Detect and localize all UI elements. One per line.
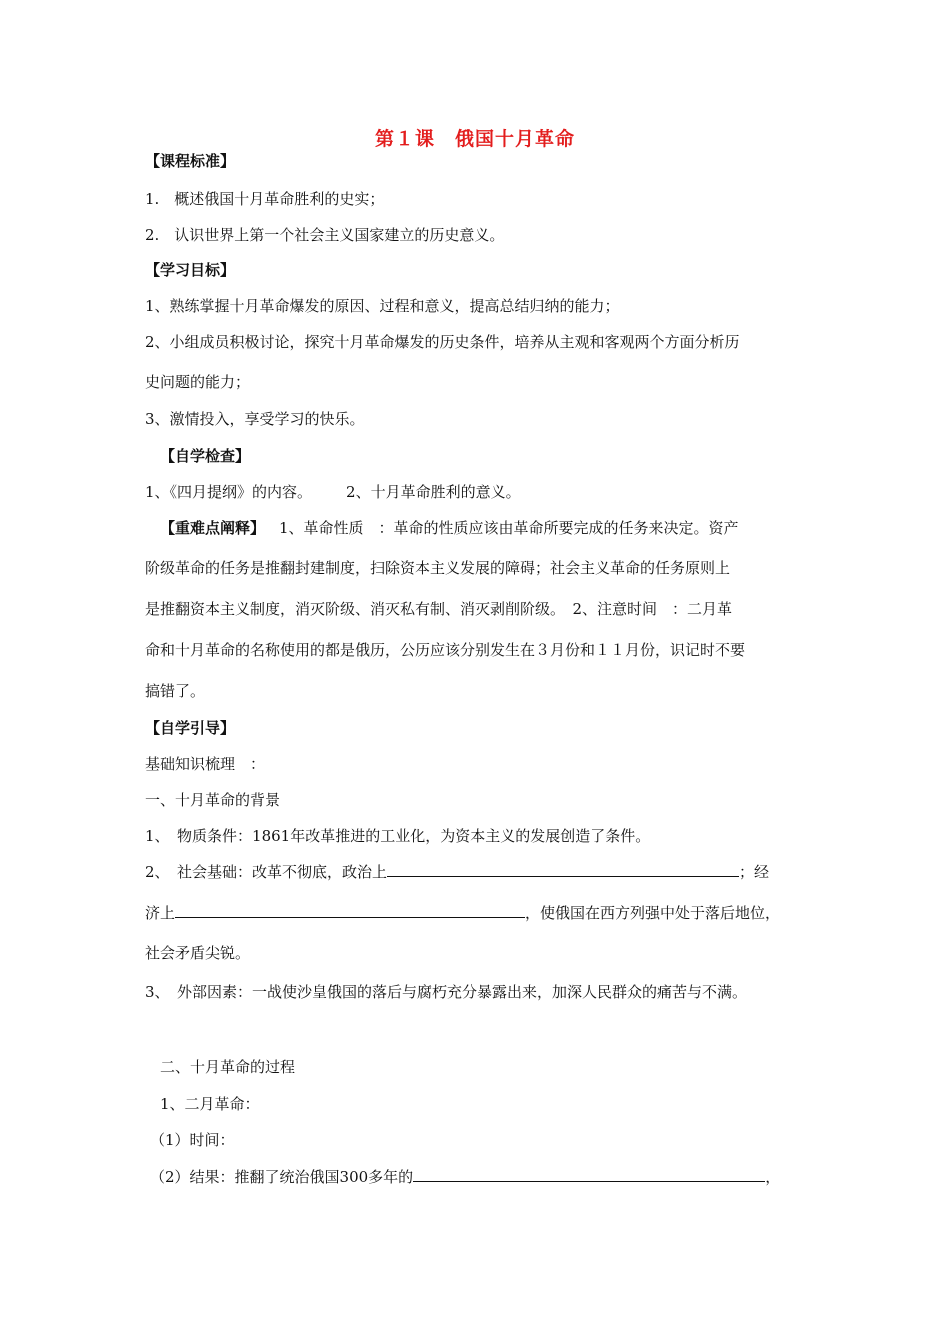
background-item-2-text: 2、 社会基础：改革不彻底，政治上: [145, 863, 388, 881]
key-points-line-4: 命和十月革命的名称使用的都是俄历，公历应该分别发生在３月份和１１月份，识记时不要: [145, 641, 746, 659]
fill-blank-economy[interactable]: [175, 903, 525, 918]
process-item-result: [150, 1167, 780, 1187]
self-check-item-1: 1、《四月提纲》的内容。: [145, 483, 313, 501]
background-item-3: 3、 外部因素：一战使沙皇俄国的落后与腐朽充分暴露出来，加深人民群众的痛苦与不满。: [145, 983, 748, 1001]
basics-label: 基础知识梳理 ：: [145, 755, 266, 773]
section-2-heading: 二、十月革命的过程: [160, 1058, 296, 1076]
fill-blank-politics[interactable]: [387, 862, 739, 877]
background-item-2-economy-tail: ，使俄国在西方列强中处于落后地位，: [525, 904, 781, 922]
process-item-result-tail: ，: [765, 1168, 781, 1186]
key-points-text-1: 1、革命性质 ：革命的性质应该由革命所要完成的任务来决定。资产: [279, 519, 739, 537]
heading-course-standard: 【课程标准】: [145, 152, 236, 170]
background-item-2-end: 社会矛盾尖锐。: [145, 944, 251, 962]
background-item-2-continued: [145, 903, 780, 923]
standard-item-2: 2. 认识世界上第一个社会主义国家建立的历史意义。: [145, 226, 505, 244]
fill-blank-result[interactable]: [413, 1167, 765, 1182]
heading-learning-goals: 【学习目标】: [145, 261, 236, 279]
key-points-line-2: 阶级革命的任务是推翻封建制度，扫除资本主义发展的障碍；社会主义革命的任务原则上: [145, 559, 731, 577]
self-check-row: [145, 482, 521, 502]
goal-item-3: 3、激情投入，享受学习的快乐。: [145, 410, 365, 428]
background-item-2-tail: ；经: [739, 863, 770, 881]
heading-self-study-guide: 【自学引导】: [145, 719, 236, 737]
process-item-time: （1）时间：: [150, 1131, 235, 1149]
self-check-item-2: 2、十月革命胜利的意义。: [346, 483, 521, 501]
goal-item-2: 2、小组成员积极讨论，探究十月革命爆发的历史条件，培养从主观和客观两个方面分析历: [145, 333, 740, 351]
goal-item-1: 1、熟练掌握十月革命爆发的原因、过程和意义，提高总结归纳的能力；: [145, 297, 620, 315]
process-item-result-text: （2）结果：推翻了统治俄国300多年的: [150, 1168, 414, 1186]
key-points-line-1: [160, 518, 739, 538]
background-item-1: 1、 物质条件：1861年改革推进的工业化，为资本主义的发展创造了条件。: [145, 827, 651, 845]
standard-item-1: 1. 概述俄国十月革命胜利的史实；: [145, 190, 385, 208]
lesson-title: 第１课 俄国十月革命: [374, 128, 575, 150]
background-item-2: [145, 862, 769, 882]
key-points-line-3: 是推翻资本主义制度，消灭阶级、消灭私有制、消灭剥削阶级。 2、注意时间 ：二月革: [145, 600, 733, 618]
heading-self-check: 【自学检查】: [160, 447, 251, 465]
goal-item-2-continued: 史问题的能力；: [145, 373, 251, 391]
heading-key-points: 【重难点阐释】: [160, 519, 266, 537]
process-item-1: 1、二月革命：: [160, 1095, 260, 1113]
section-1-heading: 一、十月革命的背景: [145, 791, 281, 809]
background-item-2-economy-text: 济上: [145, 904, 176, 922]
key-points-line-5: 搞错了。: [145, 682, 206, 700]
